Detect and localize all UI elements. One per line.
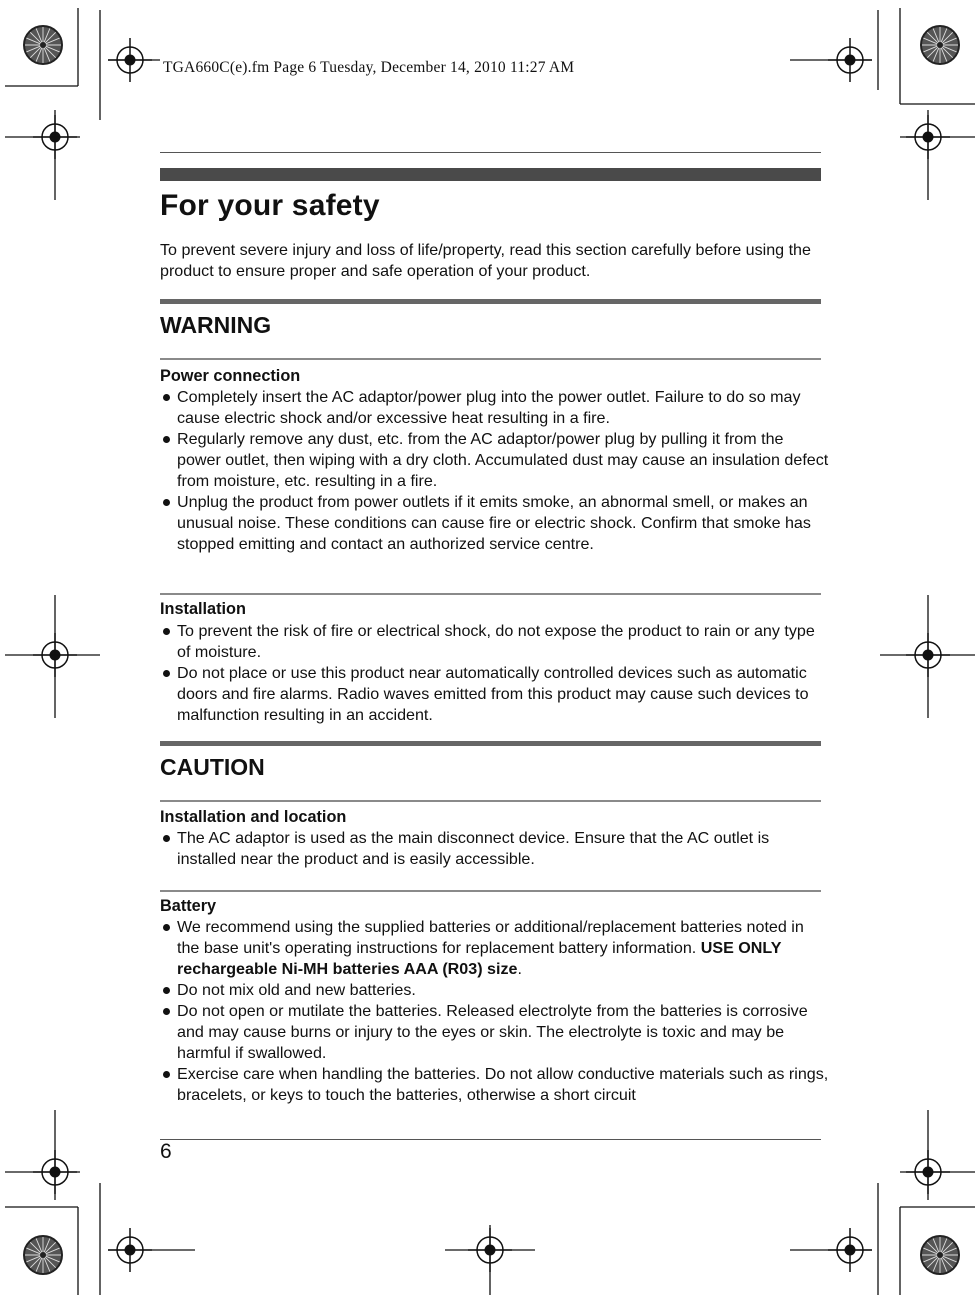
installation-location-rule [160, 800, 821, 802]
intro-paragraph: To prevent severe injury and loss of life/property, read this section carefully before using the product to ensure proper and safe operation of your product. [160, 241, 811, 280]
power-connection-rule [160, 358, 821, 360]
color-target-bottom-left [24, 1236, 62, 1274]
title-top-rule [160, 152, 821, 153]
title-bar [160, 168, 821, 181]
list-item: The AC adaptor is used as the main disconnect device. Ensure that the AC outlet is installed near the product and is easily accessible. [160, 828, 830, 870]
battery-item-text: We recommend using the supplied batteries or additional/replacement batteries noted in the base unit's operating instructions for replacement battery information. [177, 918, 804, 957]
warning-rule [160, 299, 821, 304]
battery-list [160, 917, 830, 1106]
color-target-top-right [921, 26, 959, 64]
list-item: Exercise care when handling the batteries. Do not allow conductive materials such as rings, bracelets, or keys to touch the batteries, otherwise a short circuit [160, 1064, 830, 1106]
power-connection-heading: Power connection [160, 367, 301, 385]
battery-item-emphasis: USE ONLY rechargeable Ni-MH batteries AAA (R03) size [177, 939, 782, 978]
list-item: Do not open or mutilate the batteries. Released electrolyte from the batteries is corrosive and may cause burns or injury to the eyes or skin. The electrolyte is toxic and may be harmful if swallowed. [160, 1001, 830, 1064]
installation-location-heading: Installation and location [160, 808, 347, 826]
print-slug: TGA660C(e).fm Page 6 Tuesday, December 14, 2010 11:27 AM [163, 59, 575, 76]
installation-list [160, 621, 830, 726]
battery-rule [160, 890, 821, 892]
list-item [160, 917, 830, 980]
list-item: Do not place or use this product near automatically controlled devices such as automatic doors and fire alarms. Radio waves emitted from this product may cause such devices to malfunction resulting in an accident. [160, 663, 830, 726]
list-item: Regularly remove any dust, etc. from the AC adaptor/power plug by pulling it from the power outlet, then wiping with a dry cloth. Accumulated dust may cause an insulation defect from moisture, etc. resulting in a fire. [160, 429, 830, 492]
caution-heading: CAUTION [160, 754, 265, 780]
caution-rule [160, 741, 821, 746]
warning-heading: WARNING [160, 312, 272, 338]
installation-heading: Installation [160, 600, 246, 618]
battery-item-end: . [517, 960, 522, 978]
page-number: 6 [160, 1140, 172, 1163]
power-connection-list [160, 387, 830, 555]
list-item: Unplug the product from power outlets if it emits smoke, an abnormal smell, or makes an unusual noise. These conditions can cause fire or electric shock. Confirm that smoke has stopped emitting and contact an authorized service centre. [160, 492, 830, 555]
color-target-bottom-right [921, 1236, 959, 1274]
list-item: Do not mix old and new batteries. [160, 980, 830, 1001]
installation-rule [160, 593, 821, 595]
list-item: Completely insert the AC adaptor/power plug into the power outlet. Failure to do so may cause electric shock and/or excessive heat resulting in a fire. [160, 387, 830, 429]
battery-heading: Battery [160, 897, 217, 915]
color-target-top-left [24, 26, 62, 64]
list-item: To prevent the risk of fire or electrical shock, do not expose the product to rain or any type of moisture. [160, 621, 830, 663]
page-title: For your safety [160, 189, 380, 222]
footer-rule [160, 1139, 821, 1140]
installation-location-list [160, 828, 830, 870]
